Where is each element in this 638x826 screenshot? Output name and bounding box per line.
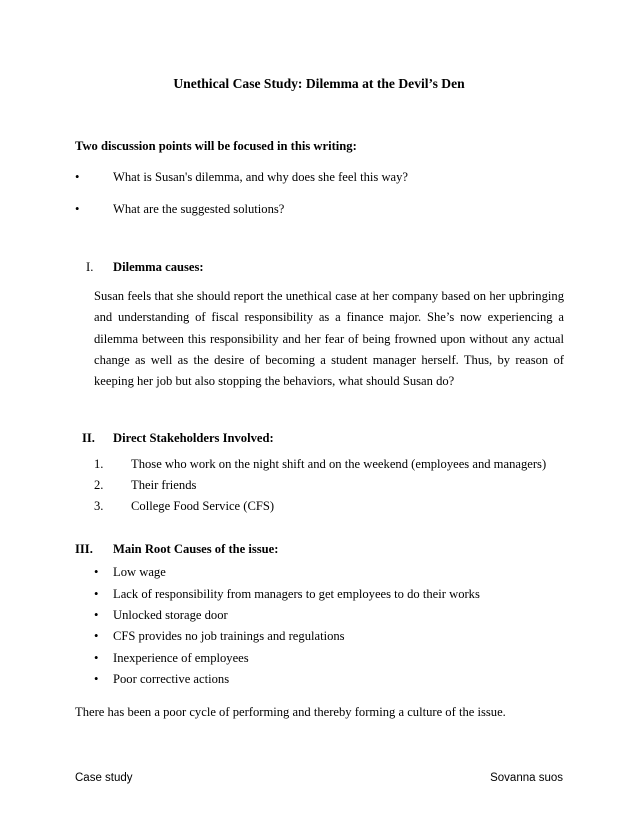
bullet-marker: • (94, 629, 99, 643)
bullet-marker: • (94, 608, 99, 622)
stakeholder-item: Their friends (131, 478, 197, 492)
footer-right: Sovanna suos (490, 772, 563, 784)
bullet-marker: • (94, 565, 99, 579)
intro-heading: Two discussion points will be focused in this writing: (75, 139, 357, 153)
document-title: Unethical Case Study: Dilemma at the Devil’s Den (173, 76, 465, 91)
bullet-marker: • (94, 672, 99, 686)
root-cause-item: Lack of responsibility from managers to get employees to do their works (113, 587, 480, 601)
section2-numeral: II. (82, 431, 95, 445)
bullet-marker: • (75, 202, 80, 216)
stakeholder-item: College Food Service (CFS) (131, 499, 275, 513)
intro-bullet-2: What are the suggested solutions? (113, 202, 285, 216)
root-cause-item: Poor corrective actions (113, 672, 230, 686)
bullet-marker: • (94, 587, 99, 601)
bullet-marker: • (94, 651, 99, 665)
stakeholder-number: 3. (94, 499, 104, 513)
conclusion-text: There has been a poor cycle of performing and thereby forming a culture of the issue. (75, 705, 506, 719)
section1-heading: Dilemma causes: (113, 260, 204, 274)
intro-bullet-1: What is Susan's dilemma, and why does she feel this way? (113, 170, 409, 184)
section2-heading: Direct Stakeholders Involved: (113, 431, 274, 445)
section3-numeral: III. (75, 542, 93, 556)
section1-numeral: I. (86, 260, 94, 274)
section1-paragraph: Susan feels that she should report the unethical case at her company based on her upbringing and understanding of fiscal responsibility as a finance major. She’s now experiencing a dilemma between this responsibility and her fear of being frowned upon without any actual change as well as the desire of becoming a student manager herself. Thus, by reason of keeping her job but also stopping the behaviors, what should Susan do? (94, 289, 564, 389)
root-cause-item: Low wage (113, 565, 166, 579)
footer-left: Case study (75, 772, 133, 784)
stakeholder-item: Those who work on the night shift and on the weekend (employees and managers) (131, 457, 547, 471)
section3-heading: Main Root Causes of the issue: (113, 542, 279, 556)
root-cause-item: Unlocked storage door (113, 608, 228, 622)
root-cause-item: CFS provides no job trainings and regulations (113, 629, 345, 643)
bullet-marker: • (75, 170, 80, 184)
stakeholder-number: 2. (94, 478, 104, 492)
stakeholder-number: 1. (94, 457, 104, 471)
root-cause-item: Inexperience of employees (113, 651, 249, 665)
